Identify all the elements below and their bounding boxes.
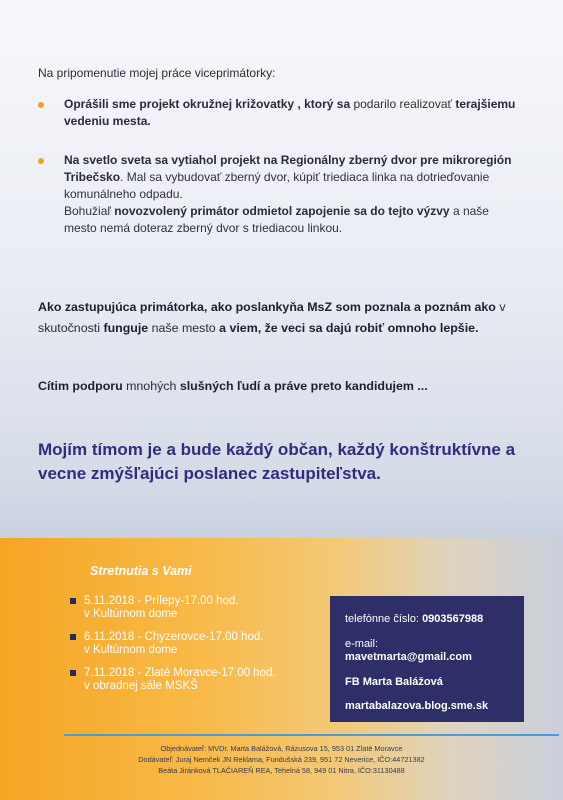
achievements-list (38, 96, 518, 259)
headline-team: Mojím tímom je a bude každý občan, každý konštruktívne a vecne zmýšľajúci poslanec zastupiteľstva. (38, 440, 516, 483)
bold-text: Cítim podporu (38, 379, 123, 393)
meeting-date: 6.11.2018 - Chyzerovce-17.00 hod. (84, 631, 264, 643)
bold-text: Ako zastupujúca primátorka, ako poslankyňa MsZ som poznala a poznám ako (38, 300, 496, 314)
paragraph-text (38, 300, 506, 335)
imprint-printer: Beáta Jiránková TLAČIAREŇ REA, Tehelná 58, 949 01 Nitra, IČO:31130488 (158, 766, 405, 775)
bold-text: novozvolený primátor odmietol zapojenie sa do tejto výzvy (114, 204, 450, 218)
imprint-supplier: Dodávateľ: Juraj Nemček JN Reklama, Fundušská 239, 951 72 Neverice, IČO:44721382 (138, 755, 425, 764)
bottom-section (0, 538, 563, 800)
divider-line (64, 734, 559, 736)
meetings-title: Stretnutia s Vami (90, 564, 192, 578)
bold-text: slušných ľudí a práve preto kandidujem ... (179, 379, 428, 393)
square-bullet-icon (70, 598, 76, 604)
bullet-text-part (64, 97, 515, 128)
bold-text: terajšiemu vedeniu mesta. (64, 97, 516, 128)
paragraph-text (38, 379, 428, 393)
meeting-venue: v obradnej sále MSKŠ (84, 680, 198, 692)
text: Bohužiaľ (64, 204, 115, 218)
meeting-item (70, 667, 310, 693)
email-link[interactable]: mavetmarta@gmail.com (345, 651, 472, 663)
contact-box (330, 596, 524, 722)
facebook-link[interactable]: FB Marta Balážová (345, 676, 443, 688)
bold-text: Na svetlo sveta sa vytiahol projekt na Regionálny zberný dvor pre mikroregión Tribečsko (64, 153, 512, 184)
bullet-text (64, 152, 518, 203)
bullet-roundabout (38, 96, 518, 130)
imprint-client: Objednávateľ: MVDr. Marta Balážová, Rázusova 15, 953 01 Zlaté Moravce (160, 744, 403, 753)
bold-text: Oprášili sme projekt okružnej križovatky , ktorý sa (64, 97, 354, 111)
text: a naše mesto nemá doteraz zberný dvor s triediacou linkou. (64, 204, 489, 235)
meeting-venue: v Kultúrnom dome (84, 608, 178, 620)
bullet-dot-icon (38, 102, 44, 108)
paragraph-experience (38, 297, 528, 339)
square-bullet-icon (70, 634, 76, 640)
text: mnohých (122, 379, 180, 393)
text: . Mal sa vybudovať zberný dvor, kúpiť triediaca linka na dotrieďovanie komunálneho odpadu. (64, 170, 490, 201)
meetings-list (70, 595, 310, 703)
bold-text: a viem, že veci sa dajú robiť omnoho lepšie. (219, 321, 479, 335)
meeting-item (70, 631, 310, 657)
bullet-text-part (64, 153, 511, 201)
paragraph-support (38, 376, 528, 397)
imprint (0, 743, 563, 776)
phone-line (345, 613, 483, 625)
text: naše mesto (148, 321, 220, 335)
bullet-text (64, 96, 518, 130)
bold-text: funguje (103, 321, 149, 335)
intro-line: Na pripomenutie mojej práce viceprimátorky: (38, 66, 276, 80)
meeting-date: 7.11.2018 - Zlaté Moravce-17.00 hod. (84, 667, 276, 679)
text: v skutočnosti (38, 300, 506, 335)
meeting-date: 5.11.2018 - Prílepy-17.00 hod. (84, 595, 239, 607)
bullet-text-part (64, 204, 489, 235)
email-label: e-mail: (345, 638, 379, 650)
bullet-collection-yard (38, 152, 518, 237)
bullet-dot-icon (38, 158, 44, 164)
blog-link[interactable]: martabalazova.blog.sme.sk (345, 700, 489, 712)
meeting-venue: v Kultúrnom dome (84, 644, 178, 656)
square-bullet-icon (70, 670, 76, 676)
bullet-extra-text (64, 203, 518, 237)
meeting-item (70, 595, 310, 621)
phone-number[interactable]: 0903567988 (422, 613, 484, 625)
phone-label: telefónne číslo: (345, 613, 423, 625)
text: podarilo realizovať (353, 97, 456, 111)
